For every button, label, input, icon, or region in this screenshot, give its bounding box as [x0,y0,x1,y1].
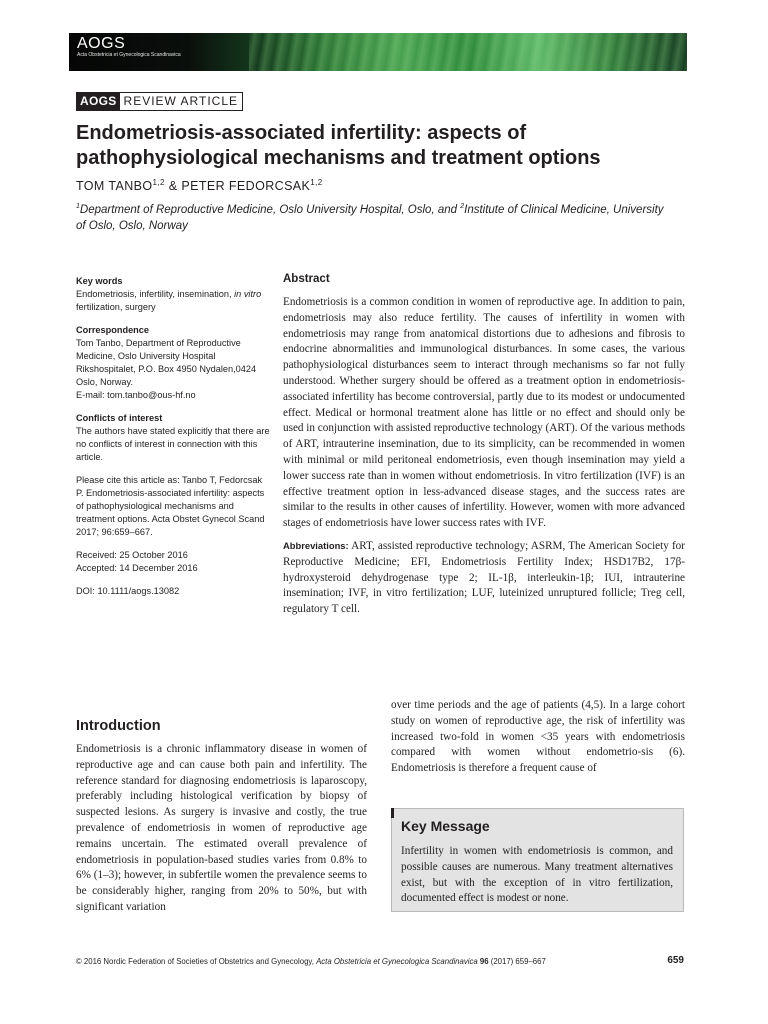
page-footer [76,957,686,966]
correspondence-line: Oslo, Norway. [76,377,134,387]
article-title: Endometriosis-associated infertility: aspects of pathophysiological mechanisms and treatment options [76,122,601,169]
affil-sup: 1 [76,203,80,210]
key-message-box [391,808,684,912]
affil-text: Department of Reproductive Medicine, Oslo University Hospital, Oslo, and [79,203,461,216]
badge-journal: AOGS [77,93,120,110]
footer-volume: 96 [477,957,489,966]
introduction-heading: Introduction [76,718,161,734]
correspondence-line: Tom Tanbo, Department of Reproductive [76,338,241,348]
accepted-date: Accepted: 14 December 2016 [76,563,198,573]
abbreviations-text: ART, assisted reproductive technology; ASRM, The American Society for Reproductive Medicine; EFI, Endometriosis Fertility Index; HSD17B2, 17β-hydroxysteroid dehydrogenase type 2; IL-1β, interleukin-1β; IUI, intrauterine insemination; IVF, in vitro fertilization; LUF, luteinized unruptured follicle; Treg cell, regulatory T cell. [283,539,685,616]
citation-text: Please cite this article as: Tanbo T, Fedorcsak P. Endometriosis-associated infertility: aspects of pathophysiological mechanisms and treatment options. Acta Obstet Gynecol Scand 2017; 96:659–667. [76,475,265,537]
author-affil-sup: 1,2 [310,178,323,187]
abbreviations [283,538,685,618]
abstract-heading: Abstract [283,273,330,285]
footer-journal: Acta Obstetricia et Gynecologica Scandinavica [316,957,478,966]
abbreviations-label: Abbreviations: [283,539,349,551]
conflicts-text: The authors have stated explicitly that there are no conflicts of interest in connection with this article. [76,426,270,462]
page-number: 659 [667,955,684,966]
received-date: Received: 25 October 2016 [76,550,188,560]
footer-copyright: © 2016 Nordic Federation of Societies of Obstetrics and Gynecology, [76,957,317,966]
conflicts-heading: Conflicts of interest [76,413,163,423]
journal-logo [77,36,187,58]
author-affil-sup: 1,2 [152,178,165,187]
affiliations [76,199,676,234]
correspondence-email[interactable]: E-mail: tom.tanbo@ous-hf.no [76,390,196,400]
correspondence-line: Rikshospitalet, P.O. Box 4950 Nydalen,0424 [76,364,257,374]
author-name: TOM TANBO [76,179,153,194]
abstract-section [283,273,685,618]
affil-text: Institute of Clinical Medicine, University of Oslo, Oslo, Norway [76,203,664,232]
badge-type: REVIEW ARTICLE [123,94,239,108]
affil-sup: 2 [460,203,465,210]
journal-logo-abbrev: AOGS [77,35,126,52]
author-list [76,178,323,193]
article-sidebar [76,275,271,608]
footer-pages: (2017) 659–667 [488,957,546,966]
abstract-text: Endometriosis is a common condition in women of reproductive age. In addition to pain, endometriosis may also reduce fertility. The causes of infertility in women with endometriosis may range from anatomical distortions due to adhesions and fibrosis to endocrine abnormalities and immunological disturbances. In some cases, the various pathophysiological disturbances seem to interact through mechanisms so far not fully understood. Whether surgery should be offered as a treatment option in endometriosis-associated infertility has become controversial, partly due to its modest or undocumented effect. Medical or hormonal treatment alone has little or no effect and should only be used in conjunction with assisted reproductive technology (ART). Of the various methods of ART, intrauterine insemination, due to its simplicity, can be recommended in women with minimal or mild peritoneal endometriosis, even though insemination may yield a lower success rate than in women without endometriosis. In vitro fertilization (IVF) is an effective treatment option in less-advanced disease stages, and the success rates are similar to the results in other causes of infertility. However, women with more advanced stages of endometriosis have lower success rates with IVF. [283,296,685,530]
banner-aurora-image [249,33,687,71]
correspondence-line: Medicine, Oslo University Hospital [76,351,216,361]
introduction-text-right: over time periods and the age of patients (4,5). In a large cohort study on women of reproductive age, the risk of infertility was increased two-fold in women <35 years with endometriosis compared with women without endometrio-sis (6). Endometriosis is therefore a frequent cause of [391,699,685,775]
keywords-text: Endometriosis, infertility, insemination, in vitro fertilization, surgery [76,289,262,312]
journal-logo-fullname: Acta Obstetricia et Gynecologica Scandinavica [77,52,181,58]
journal-banner [69,33,687,71]
author-name: PETER FEDORCSAK [181,179,311,194]
doi-link[interactable]: DOI: 10.1111/aogs.13082 [76,586,180,596]
article-type-badge [76,92,243,111]
key-message-heading: Key Message [401,818,490,834]
correspondence-heading: Correspondence [76,325,150,335]
introduction-text-left: Endometriosis is a chronic inflammatory disease in women of reproductive age and can cause both pain and infertility. The reference standard for diagnosing endometriosis is laparoscopy, preferably including histological verification by biopsy of suspected lesions. As surgery is invasive and costly, the true prevalence of endometriosis in women of reproductive age remains uncertain. The estimated overall prevalence of endometriosis in population-based studies varies from 0.8% to 6% (1–3); however, in subfertile women the prevalence seems to be considerably higher, ranging from 20% to 50%, but with significant variation [76,743,367,913]
key-message-text: Infertility in women with endometriosis is common, and possible causes are numerous. Many treatment alternatives exist, but with the exception of in vitro fertilization, documented effect is modest or none. [401,845,673,905]
author-separator: & [164,179,182,194]
keywords-heading: Key words [76,276,123,286]
